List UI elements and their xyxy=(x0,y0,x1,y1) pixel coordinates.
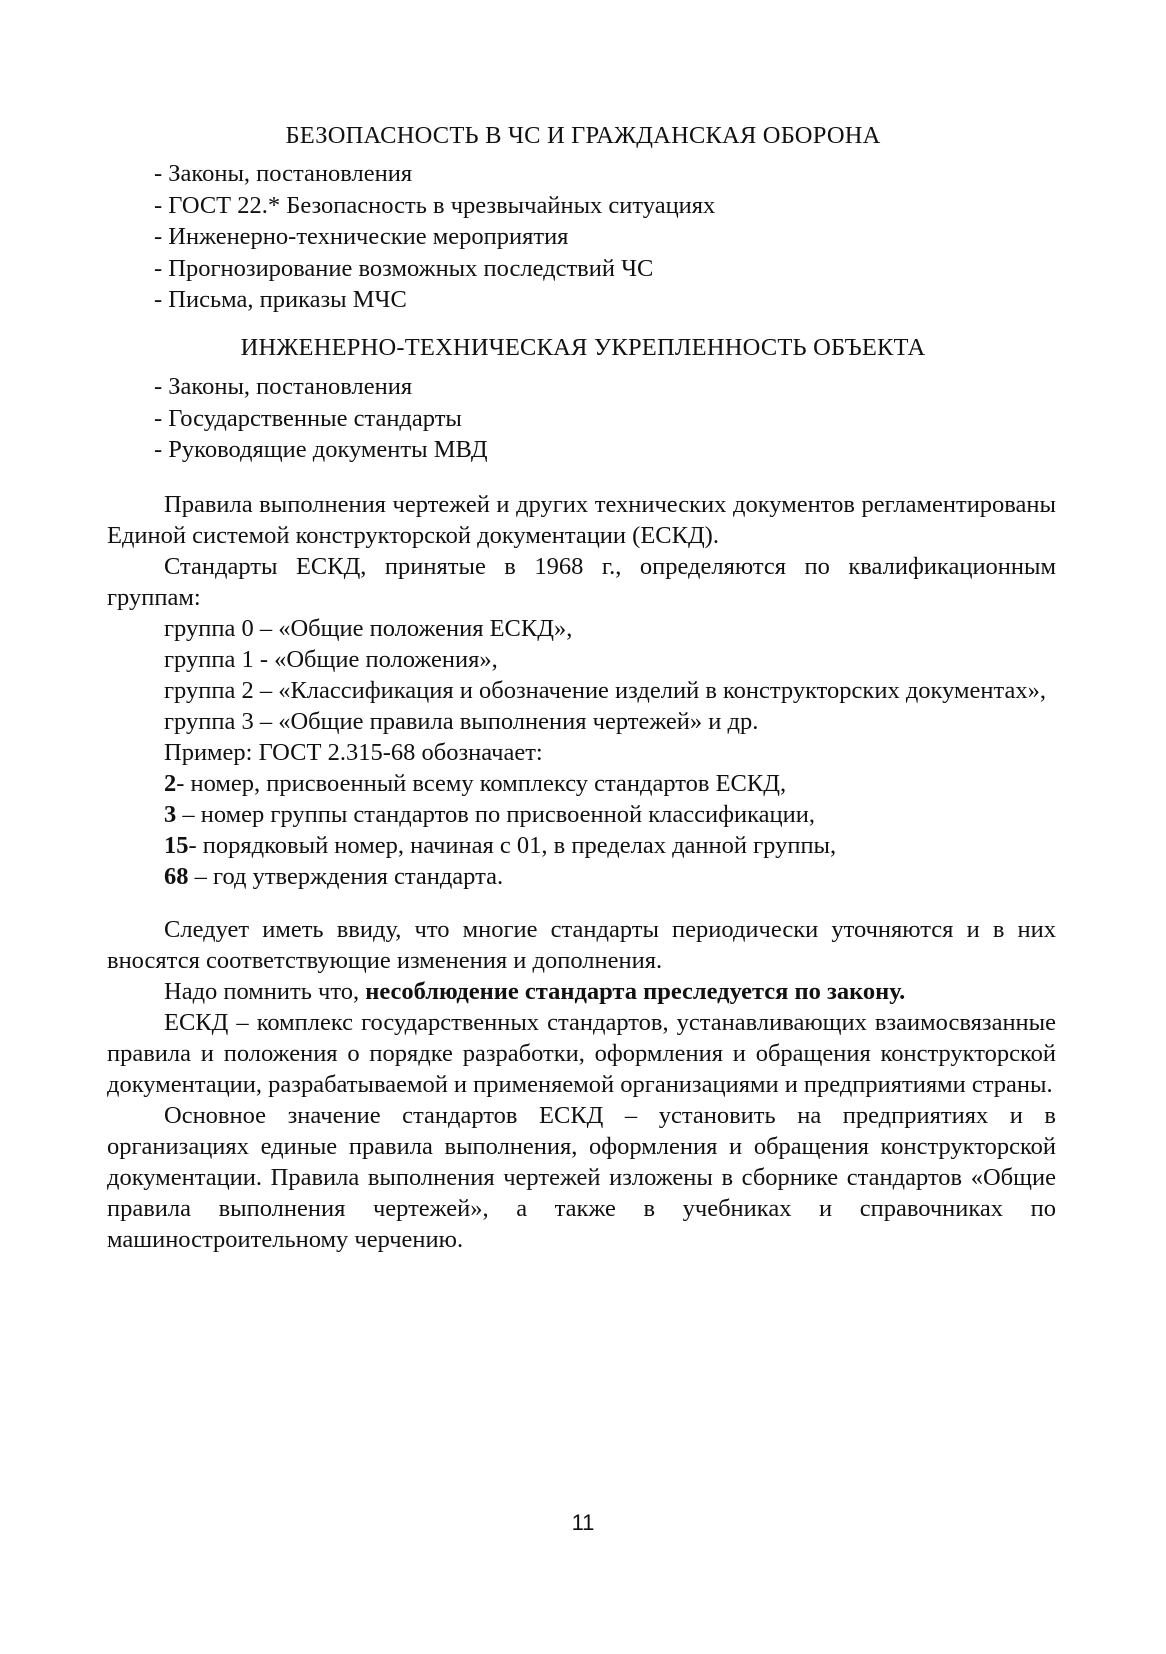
code-line xyxy=(107,799,1056,830)
list-item: - Законы, постановления xyxy=(154,373,413,400)
list-item: - Законы, постановления xyxy=(154,160,413,187)
list-item: - Инженерно-технические мероприятия xyxy=(154,223,569,250)
list-item: - Письма, приказы МЧС xyxy=(154,286,407,313)
section-heading-emergency: БЕЗОПАСНОСТЬ В ЧС И ГРАЖДАНСКАЯ ОБОРОНА xyxy=(285,122,881,149)
section-heading-object-security: ИНЖЕНЕРНО-ТЕХНИЧЕСКАЯ УКРЕПЛЕННОСТЬ ОБЪЕКТА xyxy=(240,334,926,361)
code-description: – год утверждения стандарта. xyxy=(188,863,504,890)
group-line: группа 2 – «Классификация и обозначение изделий в конструкторских документах», xyxy=(164,677,1047,704)
paragraph-eskd-groups: Стандарты ЕСКД, принятые в 1968 г., определяются по квалификационным группам: xyxy=(107,553,1056,611)
list-item: - Прогнозирование возможных последствий ЧС xyxy=(154,254,654,282)
group-line: группа 1 - «Общие положения», xyxy=(164,646,498,673)
code-description: - порядковый номер, начиная с 01, в пределах данной группы, xyxy=(188,832,837,859)
code-line xyxy=(107,830,1056,861)
paragraph-eskd-intro: Правила выполнения чертежей и других технических документов регламентированы Единой системой конструкторской документации (ЕСКД). xyxy=(107,491,1056,549)
paragraph-law-warning xyxy=(107,976,1056,1007)
list-item: - ГОСТ 22.* Безопасность в чрезвычайных ситуациях xyxy=(154,191,716,219)
page-number: 11 xyxy=(571,1510,595,1535)
body-text xyxy=(107,489,1056,1255)
code-line xyxy=(107,768,1056,799)
paragraph-eskd-purpose: Основное значение стандартов ЕСКД – установить на предприятиях и в организациях единые правила выполнения, оформления и обращения конструкторской документации. Правила выполнения чертежей изложены в сборнике стандартов «Общие правила выполнения чертежей», а также в учебниках и справочниках по машиностроительному черчению. xyxy=(107,1102,1056,1253)
group-line: группа 0 – «Общие положения ЕСКД», xyxy=(164,615,573,642)
group-line: группа 3 – «Общие правила выполнения чертежей» и др. xyxy=(164,708,759,735)
law-warning-lead: Надо помнить что, xyxy=(164,978,366,1005)
example-line: Пример: ГОСТ 2.315-68 обозначает: xyxy=(164,739,543,766)
code-number: 68 xyxy=(164,863,189,890)
paragraph-spacer xyxy=(107,892,1056,914)
code-line xyxy=(107,861,1056,892)
code-description: - номер, присвоенный всему комплексу стандартов ЕСКД, xyxy=(176,770,787,797)
law-warning-emphasis: несоблюдение стандарта преследуется по закону. xyxy=(365,978,906,1005)
paragraph-standards-updates: Следует иметь ввиду, что многие стандарты периодически уточняются и в них вносятся соответствующие изменения и дополнения. xyxy=(107,916,1056,974)
code-number: 2 xyxy=(164,770,177,797)
code-number: 3 xyxy=(164,801,177,828)
object-security-topics-list xyxy=(154,371,488,466)
code-description: – номер группы стандартов по присвоенной классификации, xyxy=(176,801,815,828)
list-item: - Государственные стандарты xyxy=(154,404,462,432)
code-number: 15 xyxy=(164,832,189,859)
list-item: - Руководящие документы МВД xyxy=(154,436,488,463)
paragraph-eskd-definition: ЕСКД – комплекс государственных стандартов, устанавливающих взаимосвязанные правила и положения о порядке разработки, оформления и обращения конструкторской документации, разрабатываемой и применяемой организациями и предприятиями страны. xyxy=(107,1009,1056,1098)
emergency-topics-list xyxy=(154,158,715,316)
